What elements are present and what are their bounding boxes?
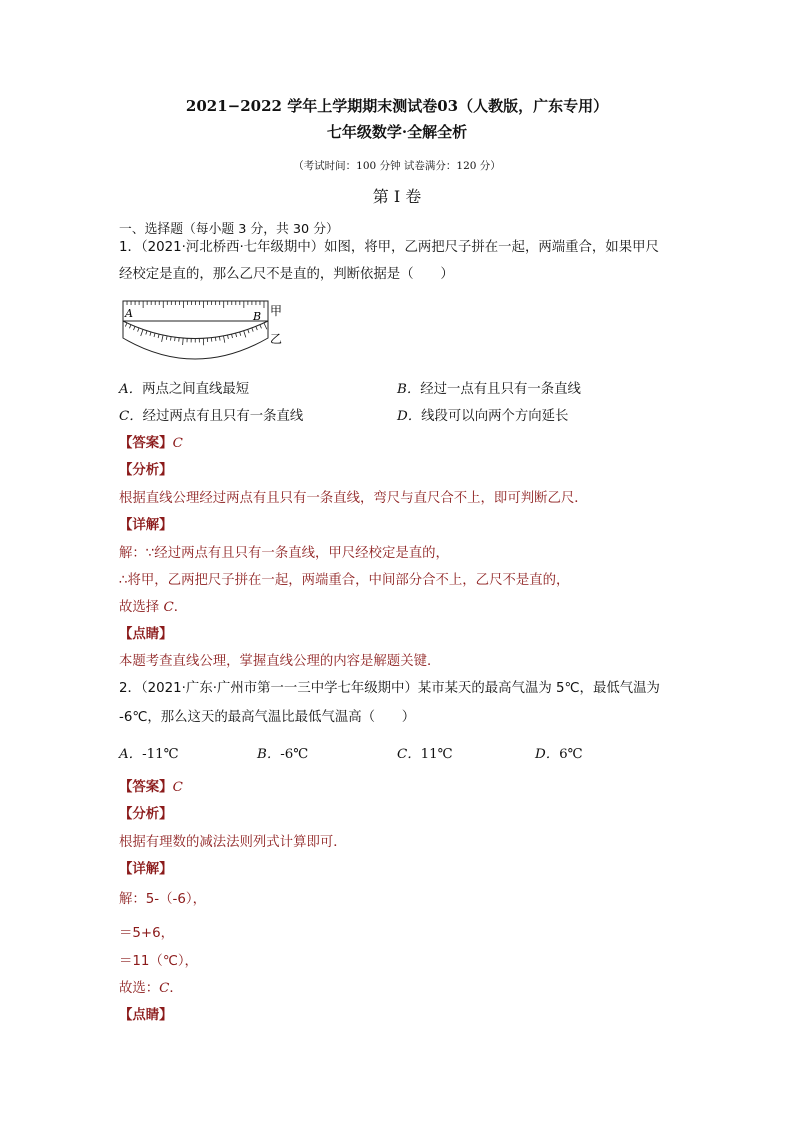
q2-option-c-letter: C．	[397, 747, 421, 762]
curved-ruler-tick	[141, 329, 143, 336]
curved-ruler-tick	[146, 331, 147, 335]
q1-detail-label: 【详解】	[119, 518, 173, 533]
curved-ruler-tick	[129, 325, 131, 329]
q1-analysis-text: 根据直线公理经过两点有且只有一条直线，弯尺与直尺合不上，即可判断乙尺．	[119, 491, 588, 506]
q1-option-c	[119, 408, 303, 426]
q2-detail-line4-prefix: 故选：	[119, 981, 160, 996]
q2-option-d-letter: D．	[535, 747, 560, 762]
curved-ruler-tick	[228, 335, 229, 339]
curved-ruler-ticks	[125, 323, 267, 345]
q1-option-d-text: 线段可以向两个方向延长	[421, 409, 569, 424]
q2-option-c	[397, 746, 453, 764]
q2-detail-label: 【详解】	[119, 862, 173, 877]
q1-comment-label: 【点睛】	[119, 627, 173, 642]
q1-stem-line1: 1．（2021·河北桥西·七年级期中）如图，将甲，乙两把尺子拼在一起，两端重合，如果甲尺	[119, 240, 659, 255]
q2-option-c-text: 11℃	[420, 747, 453, 762]
point-b-label: B	[253, 310, 262, 323]
curved-ruler-tick	[154, 333, 155, 337]
curved-ruler-tick	[260, 325, 262, 329]
q2-option-d	[535, 746, 583, 764]
curved-ruler-tick	[236, 333, 237, 337]
q1-detail-line1: 解：∵经过两点有且只有一条直线，甲尺经校定是直的，	[119, 546, 449, 561]
q1-detail-line3-prefix: 故选择	[119, 600, 164, 615]
q1-option-a-letter: A．	[119, 382, 143, 397]
straight-ruler-ticks	[123, 301, 268, 308]
q1-option-b-letter: B．	[397, 382, 421, 397]
q1-stem-line2: 经校定是直的，那么乙尺不是直的，判断依据是（ ）	[119, 267, 454, 282]
q2-answer-label: 【答案】	[119, 780, 173, 795]
q2-option-b-text: -6℃	[280, 747, 309, 762]
exam-info: （考试时间：100 分钟 试卷满分：120 分）	[293, 160, 501, 172]
curved-ruler-tick	[219, 337, 220, 341]
q2-stem-line2: -6℃，那么这天的最高气温比最低气温高（ ）	[119, 710, 416, 725]
q1-option-b-text: 经过一点有且只有一条直线	[420, 382, 581, 397]
q2-detail-line1: 解：5-（-6），	[119, 892, 206, 907]
q1-option-a	[119, 381, 249, 399]
q2-detail-line4-value: C	[159, 981, 170, 996]
curved-ruler-tick	[162, 335, 163, 342]
q1-answer-label: 【答案】	[119, 436, 173, 451]
curved-ruler-tick	[264, 323, 267, 329]
q1-option-a-text: 两点之间直线最短	[142, 382, 250, 397]
q1-answer	[119, 435, 183, 453]
q1-option-b	[397, 381, 581, 399]
q1-answer-value: C	[172, 436, 183, 451]
volume-title: 第 I 卷	[372, 187, 422, 206]
q1-analysis-label: 【分析】	[119, 463, 173, 478]
q2-option-d-text: 6℃	[559, 747, 583, 762]
curved-ruler-tick	[232, 334, 233, 338]
q2-detail-line3: ＝11（℃），	[119, 954, 198, 969]
q1-detail-line3-value: C	[163, 600, 174, 615]
curved-ruler-tick	[244, 331, 246, 338]
q2-detail-line4-suffix: ．	[169, 981, 183, 996]
q2-option-a-text: -11℃	[142, 747, 179, 762]
document-title-line1: 2021−2022 学年上学期期末测试卷03（人教版，广东专用）	[185, 97, 609, 115]
q1-ruler-figure	[118, 296, 288, 366]
q2-option-a	[119, 746, 179, 764]
curved-ruler-tick	[256, 326, 257, 330]
q1-detail-line3	[119, 599, 187, 617]
q1-option-c-letter: C．	[119, 409, 143, 424]
q2-detail-line2: ＝5+6，	[119, 926, 175, 941]
q2-option-b-letter: B．	[257, 747, 281, 762]
q2-option-b	[257, 746, 308, 764]
curved-ruler-tick	[166, 336, 167, 340]
q2-detail-line4	[119, 980, 183, 998]
curved-ruler-tick	[150, 332, 151, 336]
q2-option-a-letter: A．	[119, 747, 143, 762]
q1-detail-line3-suffix: ．	[173, 600, 188, 615]
document-title-line2: 七年级数学·全解全析	[326, 123, 468, 141]
q2-analysis-text: 根据有理数的减法法则列式计算即可．	[119, 835, 347, 850]
q2-answer	[119, 779, 183, 797]
ruler-yi-label: 乙	[270, 332, 283, 346]
curved-ruler-tick	[125, 323, 127, 327]
ruler-jia-label: 甲	[270, 304, 283, 318]
curved-ruler-tick	[248, 329, 249, 333]
q1-comment-text: 本题考查直线公理，掌握直线公理的内容是解题关键．	[119, 654, 441, 669]
curved-ruler-tick	[138, 328, 139, 332]
q2-answer-value: C	[172, 780, 183, 795]
q2-comment-label: 【点睛】	[119, 1008, 173, 1023]
q2-analysis-label: 【分析】	[119, 807, 173, 822]
curved-ruler-tick	[170, 337, 171, 341]
point-a-label: A	[125, 307, 133, 320]
curved-ruler-tick	[252, 328, 253, 332]
q1-detail-line2: ∴将甲，乙两把尺子拼在一起，两端重合，中间部分合不上，乙尺不是直的，	[119, 573, 570, 588]
section-heading: 一、选择题（每小题 3 分，共 30 分）	[119, 222, 339, 237]
curved-ruler-tick	[134, 326, 136, 330]
q1-option-d-letter: D．	[397, 409, 422, 424]
curved-ruler-tick	[223, 336, 224, 343]
curved-ruler-tick	[183, 338, 184, 345]
curved-ruler-tick	[175, 337, 176, 341]
q2-stem-line1: 2．（2021·广东·广州市第一一三中学七年级期中）某市某天的最高气温为 5℃，最低气温为	[119, 681, 660, 696]
curved-ruler-tick	[240, 332, 241, 336]
q1-option-c-text: 经过两点有且只有一条直线	[142, 409, 304, 424]
q1-option-d	[397, 408, 568, 426]
curved-ruler-tick	[158, 334, 159, 338]
curved-ruler-tick	[215, 337, 216, 341]
